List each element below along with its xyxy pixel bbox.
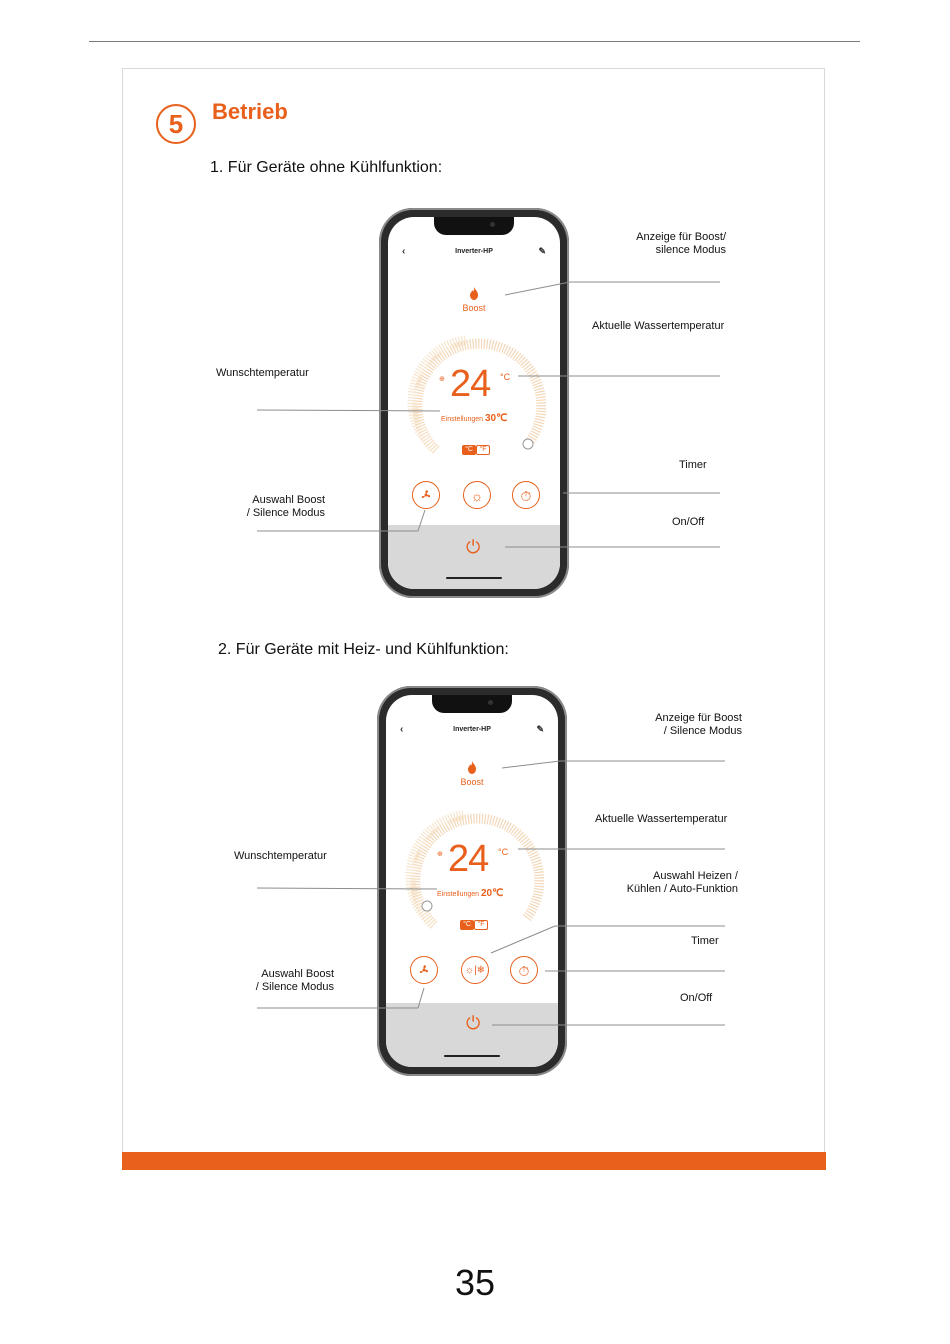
label-boost-indicator-1: Anzeige für Boost/ silence Modus xyxy=(636,231,726,256)
label-mode-select-2: Auswahl Heizen / Kühlen / Auto-Funktion xyxy=(626,870,738,895)
target-temp-value: 20℃ xyxy=(480,888,504,899)
page-number: 35 xyxy=(454,1262,496,1303)
power-icon[interactable]: ⏻ xyxy=(466,1013,481,1033)
edit-icon[interactable]: ✎ xyxy=(538,246,546,256)
unit-celsius[interactable]: °C xyxy=(462,445,476,455)
back-icon[interactable]: ‹ xyxy=(400,724,404,735)
target-temp-value: 30℃ xyxy=(484,413,508,424)
settings-label: Einstellungen xyxy=(441,416,484,423)
label-onoff-2: On/Off xyxy=(680,992,713,1004)
label-timer-2: Timer xyxy=(691,935,719,947)
edit-icon[interactable]: ✎ xyxy=(536,724,544,734)
heat-cool-mode-button[interactable]: ☼|❄ xyxy=(461,956,489,984)
section-number-badge: 5 xyxy=(156,104,196,144)
part2-heading: 2. Für Geräte mit Heiz- und Kühlfunktion: xyxy=(218,641,509,658)
settings-label: Einstellungen xyxy=(437,891,480,898)
power-icon[interactable]: ⏻ xyxy=(466,537,481,557)
unit-fahrenheit[interactable]: °F xyxy=(476,445,490,455)
label-water-temp-2: Aktuelle Wassertemperatur xyxy=(595,813,728,825)
celsius-symbol: °C xyxy=(500,372,511,382)
label-boost-indicator-2: Anzeige für Boost / Silence Modus xyxy=(655,712,742,737)
label-timer-1: Timer xyxy=(679,459,707,471)
app-title: Inverter-HP xyxy=(455,248,493,255)
label-target-temp-2: Wunschtemperatur xyxy=(234,850,327,862)
timer-button[interactable]: ⏱ xyxy=(512,481,540,509)
unit-celsius[interactable]: °C xyxy=(460,920,474,930)
unit-fahrenheit[interactable]: °F xyxy=(474,920,488,930)
part1-heading: 1. Für Geräte ohne Kühlfunktion: xyxy=(210,159,443,176)
label-water-temp-1: Aktuelle Wassertemperatur xyxy=(592,320,725,332)
current-water-temp: 24 xyxy=(448,838,489,880)
timer-button[interactable]: ⏱ xyxy=(510,956,538,984)
label-target-temp-1: Wunschtemperatur xyxy=(216,367,309,379)
boost-indicator: Boost xyxy=(462,303,486,313)
heat-icon: ⊕ xyxy=(439,376,445,383)
app-title: Inverter-HP xyxy=(453,726,491,733)
mode-button[interactable]: ☼ xyxy=(463,481,491,509)
label-boost-select-2: Auswahl Boost / Silence Modus xyxy=(255,968,334,993)
label-onoff-1: On/Off xyxy=(672,516,705,528)
label-boost-select-1: Auswahl Boost / Silence Modus xyxy=(246,494,325,519)
section-title: Betrieb xyxy=(212,99,288,124)
current-water-temp: 24 xyxy=(450,363,491,405)
celsius-symbol: °C xyxy=(498,847,509,857)
boost-indicator: Boost xyxy=(460,777,484,787)
heat-icon: ⊕ xyxy=(437,851,443,858)
back-icon[interactable]: ‹ xyxy=(402,246,406,257)
